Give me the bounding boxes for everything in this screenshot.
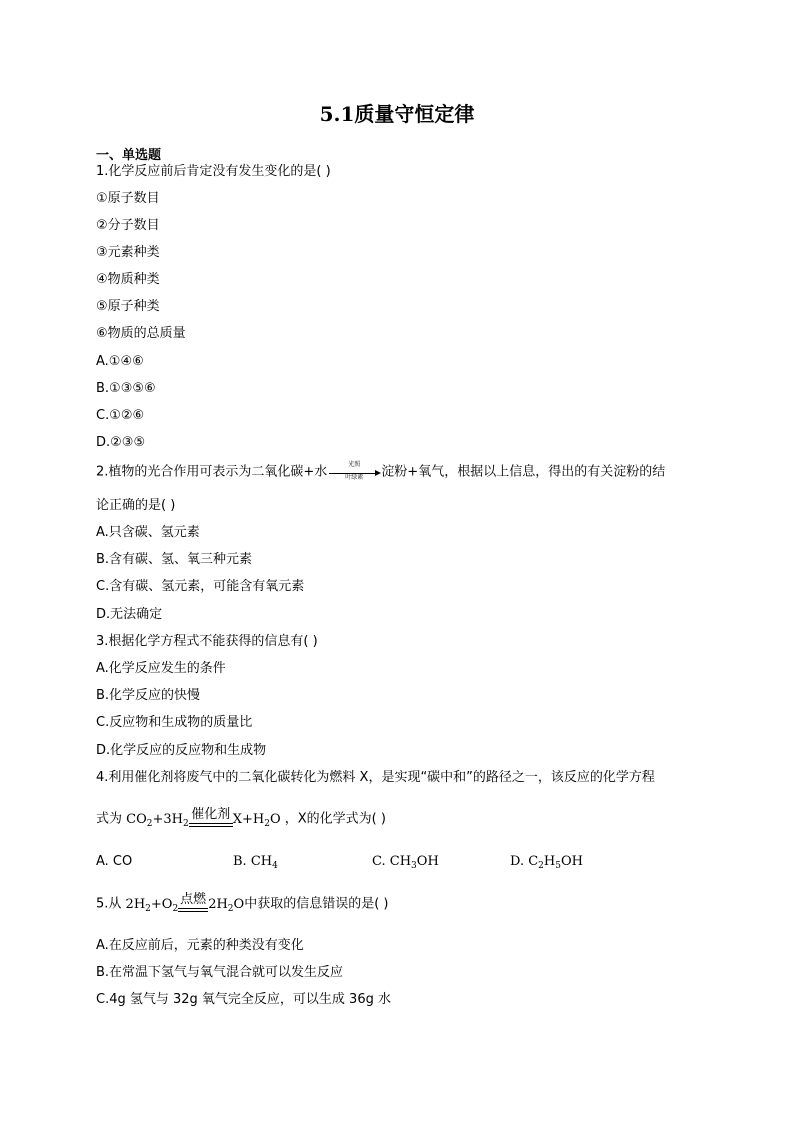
- question-5-option-b: B.在常温下氢气与氧气混合就可以发生反应: [96, 965, 344, 980]
- subscript: 4: [272, 861, 278, 871]
- question-1-item: ②分子数目: [96, 218, 160, 233]
- question-2-stem: [96, 462, 665, 483]
- question-1-item: ③元素种类: [96, 245, 160, 260]
- subscript: 2: [264, 818, 270, 829]
- formula-text: CO: [126, 811, 147, 827]
- subscript: 2: [538, 861, 544, 871]
- question-1-option-c: C.①②⑥: [96, 408, 145, 423]
- question-4-option-a: A. CO: [96, 854, 133, 869]
- arrow-condition-top: 光照: [348, 461, 361, 468]
- subscript: 2: [172, 903, 179, 914]
- equation-reactant-co2: [126, 812, 189, 827]
- formula-text: 2H: [208, 896, 228, 912]
- question-4-suffix: ，X的化学式为( ): [284, 811, 386, 827]
- question-4-equation-line: [96, 808, 386, 834]
- reaction-arrow: [327, 462, 381, 482]
- subscript: 3: [411, 861, 417, 871]
- question-5-suffix: 中获取的信息错误的是( ): [244, 896, 389, 912]
- formula-text: X+H: [232, 811, 265, 827]
- question-5-prefix: 5.从: [96, 896, 122, 912]
- equation-reactants: [126, 897, 179, 912]
- subscript: 2: [145, 903, 151, 914]
- question-4-option-b: [233, 852, 278, 876]
- equation-product: [208, 897, 244, 912]
- double-line: [178, 908, 208, 912]
- question-5-option-a: A.在反应前后，元素的种类没有变化: [96, 938, 304, 953]
- question-1-option-a: A.①④⑥: [96, 354, 144, 369]
- question-1-item: ⑥物质的总质量: [96, 326, 186, 341]
- question-5-option-c: C.4g 氢气与 32g 氧气完全反应，可以生成 36g 水: [96, 992, 391, 1007]
- question-3-option-d: D.化学反应的反应物和生成物: [96, 743, 267, 758]
- question-2-option-c: C.含有碳、氢元素，可能含有氧元素: [96, 579, 305, 594]
- question-1-option-d: D.②③⑤: [96, 435, 146, 450]
- question-2-stem-continued: 论正确的是( ): [96, 498, 176, 513]
- question-4-option-d: [510, 852, 583, 876]
- subscript: 2: [183, 818, 189, 829]
- formula-text: OH: [416, 854, 439, 869]
- formula-text: +O: [150, 896, 173, 912]
- question-2-option-d: D.无法确定: [96, 607, 163, 622]
- question-1-item: ①原子数目: [96, 191, 160, 206]
- question-2-stem-part-b: 淀粉+氧气，根据以上信息，得出的有关淀粉的结: [381, 464, 666, 480]
- question-2-stem-part-a: 2.植物的光合作用可表示为二氧化碳+水: [96, 464, 328, 480]
- page-title: 5.1质量守恒定律: [319, 102, 475, 126]
- question-4-stem: 4.利用催化剂将废气中的二氧化碳转化为燃料 X，是实现“碳中和”的路径之一，该反应的化学方程: [96, 770, 655, 785]
- equation-equals-sign: [189, 808, 233, 830]
- formula-text: OH: [560, 854, 583, 869]
- double-line: [189, 823, 233, 827]
- question-3-option-a: A.化学反应发生的条件: [96, 661, 226, 676]
- equation-condition: 催化剂: [191, 807, 231, 822]
- formula-text: D. C: [510, 854, 539, 869]
- question-5-stem: [96, 893, 388, 919]
- equation-condition: 点燃: [180, 892, 207, 907]
- question-1-option-b: B.①③⑤⑥: [96, 381, 156, 396]
- question-3-option-b: B.化学反应的快慢: [96, 688, 201, 703]
- arrow-condition-bottom: 叶绿素: [345, 474, 364, 481]
- subscript: 2: [146, 818, 153, 829]
- question-1-item: ⑤原子种类: [96, 299, 160, 314]
- subscript: 2: [227, 903, 234, 914]
- formula-text: B. CH: [233, 854, 273, 869]
- section-heading: 一、单选题: [96, 148, 162, 163]
- equation-equals-sign: [178, 893, 208, 915]
- formula-text: C. CH: [372, 854, 412, 869]
- formula-text: O: [269, 811, 281, 827]
- question-1-stem: 1.化学反应前后肯定没有发生变化的是( ): [96, 164, 331, 179]
- subscript: 5: [555, 861, 561, 871]
- formula-text: 2H: [125, 896, 146, 912]
- question-1-item: ④物质种类: [96, 272, 160, 287]
- question-3-stem: 3.根据化学方程式不能获得的信息有( ): [96, 634, 318, 649]
- formula-text: H: [543, 854, 556, 869]
- formula-text: +3H: [152, 811, 184, 827]
- question-3-option-c: C.反应物和生成物的质量比: [96, 715, 253, 730]
- question-4-option-c: [372, 852, 439, 876]
- equation-product: [233, 812, 281, 827]
- question-2-option-b: B.含有碳、氢、氧三种元素: [96, 552, 253, 567]
- question-2-option-a: A.只含碳、氢元素: [96, 525, 200, 540]
- question-4-prefix: 式为: [96, 811, 123, 827]
- formula-text: O: [233, 896, 245, 912]
